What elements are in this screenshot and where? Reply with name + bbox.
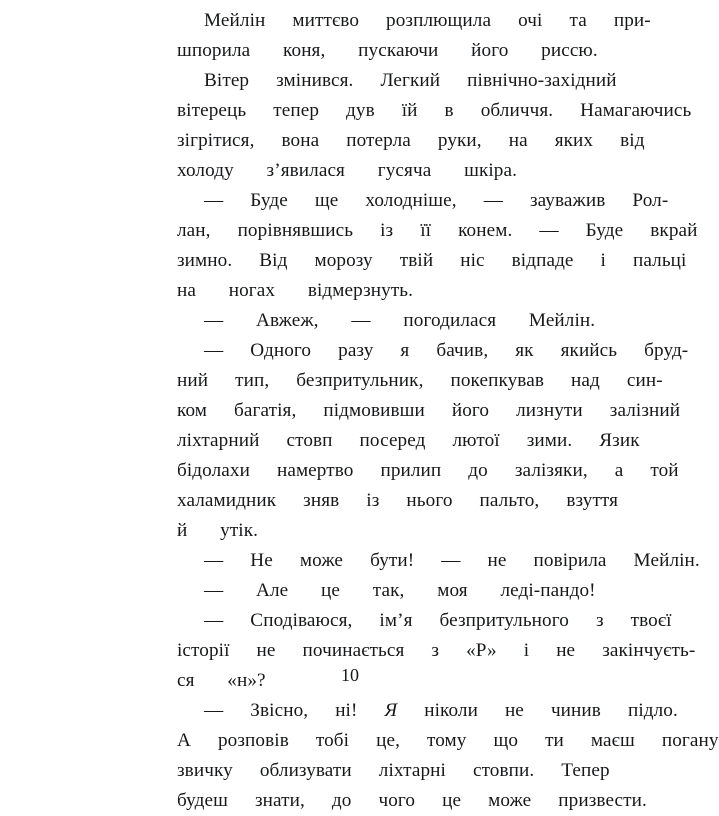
word: — [204, 190, 224, 211]
word: тепер [273, 100, 320, 121]
word: це, [376, 730, 400, 751]
word: — [204, 610, 224, 631]
word: багатія, [234, 400, 297, 421]
text-line [150, 516, 547, 546]
word: шкіра. [464, 160, 518, 181]
word: очі [518, 10, 543, 31]
word: безпритульник, [296, 370, 424, 391]
word: син- [626, 370, 663, 391]
paragraph [150, 6, 651, 66]
word: коня, [283, 40, 326, 61]
word: в [444, 100, 454, 121]
word: — [483, 190, 503, 211]
word: Я [384, 700, 398, 721]
word: — [204, 580, 224, 601]
word: твоєї [630, 610, 672, 631]
word: морозу [314, 250, 373, 271]
word: Сподіваюся, [250, 610, 353, 631]
word: яких [554, 130, 594, 151]
word: до [331, 790, 352, 811]
word: холодніше, [365, 190, 457, 211]
word: руки, [437, 130, 482, 151]
word: може [488, 790, 532, 811]
text-line [150, 216, 698, 246]
word: Від [259, 250, 288, 271]
word: ся [177, 670, 195, 691]
text-line [150, 366, 663, 396]
text-line [150, 156, 547, 186]
word: безпритульного [439, 610, 569, 631]
word: відпаде [511, 250, 574, 271]
word: зими. [526, 430, 573, 451]
word: залізний [609, 400, 681, 421]
word: Тепер [561, 760, 610, 781]
word: ще [314, 190, 339, 211]
word: чого [378, 790, 416, 811]
word: Буде [250, 190, 288, 211]
word: може [299, 550, 344, 571]
word: починається [302, 640, 405, 661]
paragraph [150, 336, 689, 546]
word: пускаючи [358, 40, 439, 61]
word: бідолахи [177, 460, 250, 481]
word: і [523, 640, 530, 661]
word: Буде [585, 220, 624, 241]
text-line [150, 6, 651, 36]
word: а [614, 460, 624, 481]
word: леді-пандо! [500, 580, 596, 601]
word: будеш [177, 790, 228, 811]
word: підмовивши [323, 400, 425, 421]
word: на [177, 280, 196, 301]
word: намертво [276, 460, 354, 481]
word: залізяки, [514, 460, 588, 481]
word: не [487, 550, 507, 571]
word: конем. [458, 220, 513, 241]
word: Не [250, 550, 273, 571]
paragraph [150, 576, 596, 606]
word: ногах [228, 280, 276, 301]
word: це [321, 580, 341, 601]
word: порівнявшись [237, 220, 354, 241]
word: його [471, 40, 509, 61]
word: взуття [566, 490, 619, 511]
page-text-body [150, 6, 719, 816]
word: «н»? [227, 670, 266, 691]
word: так, [372, 580, 405, 601]
text-line [150, 606, 672, 636]
word: якийсь [560, 340, 618, 361]
word: покепкував [450, 370, 544, 391]
word: з’явилася [266, 160, 345, 181]
word: риссю. [541, 40, 598, 61]
text-line [150, 696, 678, 726]
word: змінився. [276, 70, 354, 91]
word: звичку [177, 760, 233, 781]
word: не [556, 640, 576, 661]
word: Звісно, [250, 700, 309, 721]
word: із [366, 490, 380, 511]
paragraph [150, 66, 692, 186]
text-line [150, 756, 610, 786]
word: стовпи. [472, 760, 535, 781]
text-line [150, 276, 547, 306]
word: лютої [452, 430, 500, 451]
word: та [569, 10, 587, 31]
word: я [400, 340, 410, 361]
word: вітерець [177, 100, 247, 121]
word: як [515, 340, 534, 361]
word: Рол- [632, 190, 669, 211]
word: з [431, 640, 440, 661]
text-line [150, 636, 696, 666]
word: ний [177, 370, 209, 391]
word: на [508, 130, 528, 151]
word: «Р» [466, 640, 497, 661]
word: — [204, 700, 224, 721]
word: обличчя. [480, 100, 554, 121]
word: ніс [460, 250, 485, 271]
word: розповів [217, 730, 289, 751]
text-line [150, 186, 669, 216]
word: Авжеж, [256, 310, 319, 331]
word: Мейлін [204, 10, 266, 31]
word: ім’я [379, 610, 413, 631]
word: Мейлін. [528, 310, 596, 331]
word: Мейлін. [633, 550, 700, 571]
word: підло. [627, 700, 678, 721]
word: — [204, 340, 224, 361]
word: з [595, 610, 604, 631]
word: відмерзнуть. [307, 280, 414, 301]
word: пальці [632, 250, 687, 271]
word: ліхтарні [378, 760, 446, 781]
word: повірила [533, 550, 607, 571]
word: ком [177, 400, 208, 421]
word: північно-західний [467, 70, 617, 91]
word: ні! [335, 700, 358, 721]
text-line [150, 396, 681, 426]
word: той [650, 460, 679, 481]
word: і [600, 250, 606, 271]
word: від [620, 130, 645, 151]
text-line [150, 546, 700, 576]
word: халамидник [177, 490, 277, 511]
word: ти [545, 730, 564, 751]
word: тобі [315, 730, 350, 751]
text-line [150, 246, 687, 276]
word: ніколи [424, 700, 478, 721]
paragraph [150, 186, 698, 306]
word: посеред [359, 430, 426, 451]
word: — [441, 550, 461, 571]
text-line [150, 96, 692, 126]
word: її [420, 220, 432, 241]
word: пальто, [479, 490, 540, 511]
text-line [150, 486, 619, 516]
word: Язик [599, 430, 640, 451]
word: тому [426, 730, 467, 751]
word: — [351, 310, 371, 331]
text-line [150, 726, 719, 756]
word: прилип [380, 460, 442, 481]
word: твій [399, 250, 434, 271]
word: тип, [235, 370, 270, 391]
word: лан, [177, 220, 211, 241]
word: із [380, 220, 394, 241]
word: історії [177, 640, 230, 661]
text-line [150, 576, 596, 606]
word: зауважив [529, 190, 606, 211]
word: Легкий [380, 70, 441, 91]
text-line [150, 426, 640, 456]
word: знати, [254, 790, 305, 811]
page-number: 10 [341, 665, 359, 685]
word: вона [281, 130, 320, 151]
word: облизувати [259, 760, 352, 781]
word: миттєво [292, 10, 360, 31]
word: й [177, 520, 188, 541]
word: не [504, 700, 524, 721]
word: разу [338, 340, 374, 361]
word: над [571, 370, 600, 391]
text-line [150, 126, 645, 156]
word: ліхтарний [177, 430, 260, 451]
word: Намагаючись [580, 100, 692, 121]
word: нього [406, 490, 453, 511]
word: призвести. [558, 790, 647, 811]
word: моя [437, 580, 468, 601]
text-line [150, 36, 598, 66]
word: зігрітися, [177, 130, 255, 151]
word: Одного [250, 340, 312, 361]
paragraph [150, 696, 719, 816]
word: чинив [550, 700, 601, 721]
word: закінчуєть- [602, 640, 696, 661]
word: стовп [286, 430, 333, 451]
paragraph [150, 546, 700, 576]
word: маєш [590, 730, 635, 751]
word: гусяча [377, 160, 432, 181]
word: дув [346, 100, 375, 121]
word: розплющила [386, 10, 492, 31]
word: бути! [370, 550, 415, 571]
word: — [204, 550, 224, 571]
word: не [256, 640, 276, 661]
word: що [493, 730, 519, 751]
word: це [442, 790, 462, 811]
word: його [451, 400, 490, 421]
word: Але [256, 580, 289, 601]
word: Вітер [204, 70, 250, 91]
text-line [150, 66, 617, 96]
paragraph [150, 306, 596, 336]
word: шпорила [177, 40, 251, 61]
word: — [204, 310, 224, 331]
word: до [468, 460, 488, 481]
word: зимно. [177, 250, 233, 271]
text-line [150, 456, 679, 486]
word: А [177, 730, 191, 751]
word: при- [613, 10, 651, 31]
word: погану [661, 730, 719, 751]
text-line [150, 336, 689, 366]
word: бруд- [644, 340, 689, 361]
word: бачив, [436, 340, 489, 361]
word: потерла [346, 130, 411, 151]
word: їй [401, 100, 418, 121]
word: — [539, 220, 559, 241]
word: холоду [177, 160, 234, 181]
text-line [150, 306, 596, 336]
word: зняв [303, 490, 340, 511]
word: утік. [220, 520, 259, 541]
word: лизнути [516, 400, 583, 421]
text-line [150, 786, 647, 816]
word: погодилася [403, 310, 497, 331]
word: вкрай [650, 220, 698, 241]
